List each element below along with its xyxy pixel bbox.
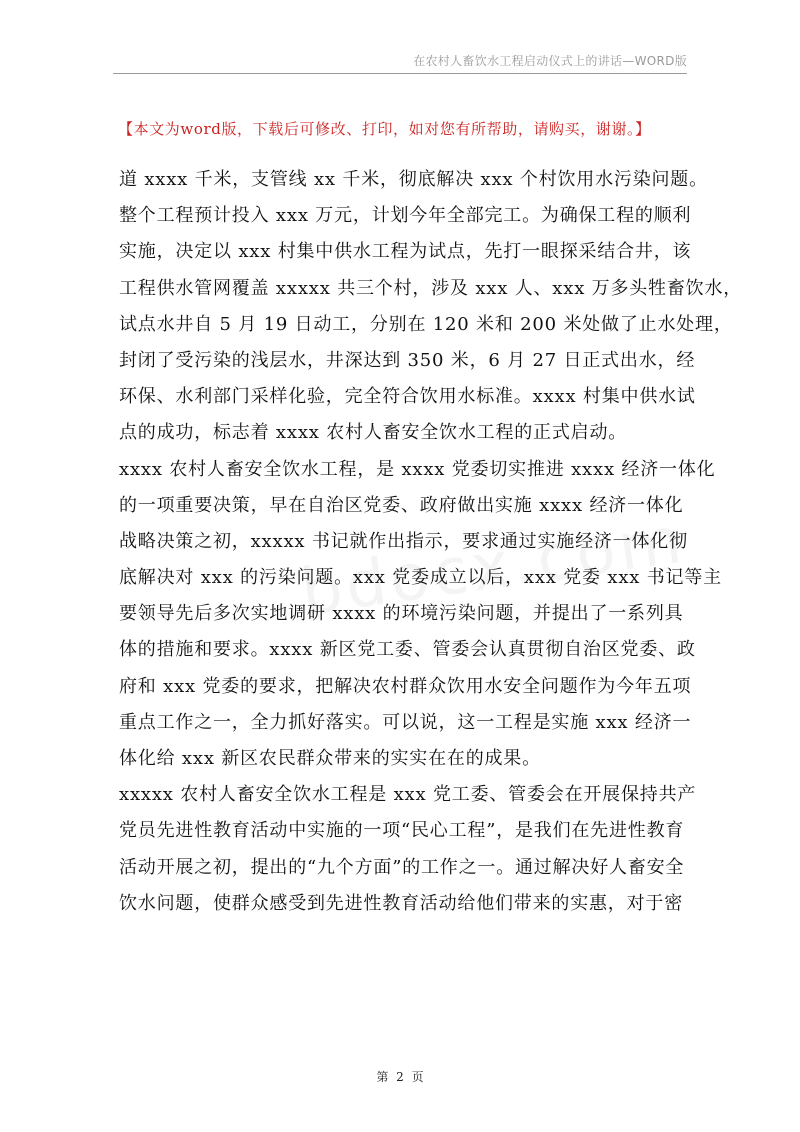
header-divider [113, 73, 687, 74]
body-line: 党员先进性教育活动中实施的一项“民心工程”，是我们在先进性教育 [119, 820, 685, 842]
body-line: 整个工程预计投入 xxx 万元，计划今年全部完工。为确保工程的顺利 [119, 205, 692, 227]
page-number: 2 [396, 1070, 404, 1084]
body-line: 府和 xxx 党委的要求，把解决农村群众饮用水安全问题作为今年五项 [119, 675, 692, 697]
page-footer [0, 1068, 800, 1085]
body-line: 试点水井自 5 月 19 日动工，分别在 120 米和 200 米处做了止水处理， [119, 313, 733, 335]
body-line: 工程供水管网覆盖 xxxxx 共三个村，涉及 xxx 人、xxx 万多头牲畜饮水， [119, 277, 743, 299]
body-line: 实施，决定以 xxx 村集中供水工程为试点，先打一眼探采结合井，该 [119, 241, 692, 263]
body-line: 道 xxxx 千米，支管线 xx 千米，彻底解决 xxx 个村饮用水污染问题。 [119, 169, 708, 190]
body-line: xxxx 农村人畜安全饮水工程，是 xxxx 党委切实推进 xxxx 经济一体化 [119, 458, 716, 480]
body-line: 体的措施和要求。xxxx 新区党工委、管委会认真贯彻自治区党委、政 [119, 639, 696, 661]
download-notice: 【本文为word版，下载后可修改、打印，如对您有所帮助，请购买，谢谢。】 [118, 120, 651, 138]
body-line: 战略决策之初，xxxxx 书记就作出指示，要求通过实施经济一体化彻 [119, 530, 688, 552]
body-line: 的一项重要决策，早在自治区党委、政府做出实施 xxxx 经济一体化 [119, 494, 684, 516]
body-line: 封闭了受污染的浅层水，井深达到 350 米，6 月 27 日正式出水，经 [119, 349, 696, 371]
body-line: 重点工作之一，全力抓好落实。可以说，这一工程是实施 xxx 经济一 [119, 711, 692, 733]
running-header: 在农村人畜饮水工程启动仪式上的讲话—WORD版 [413, 54, 687, 68]
footer-prefix: 第 [376, 1070, 389, 1084]
body-line: 饮水问题，使群众感受到先进性教育活动给他们带来的实惠，对于密 [119, 892, 683, 914]
body-line: 底解决对 xxx 的污染问题。xxx 党委成立以后，xxx 党委 xxx 书记等主 [119, 567, 722, 589]
body-text [119, 162, 743, 922]
body-line: 体化给 xxx 新区农民群众带来的实实在在的成果。 [119, 748, 541, 769]
body-line: xxxxx 农村人畜安全饮水工程是 xxx 党工委、管委会在开展保持共产 [119, 784, 697, 806]
body-line: 要领导先后多次实地调研 xxxx 的环境污染问题，并提出了一系列具 [119, 603, 684, 625]
footer-suffix: 页 [411, 1070, 424, 1084]
body-line: 点的成功，标志着 xxxx 农村人畜安全饮水工程的正式启动。 [119, 422, 628, 444]
body-line: 环保、水利部门采样化验，完全符合饮用水标准。xxxx 村集中供水试 [119, 386, 696, 408]
body-line: 活动开展之初，提出的“九个方面”的工作之一。通过解决好人畜安全 [119, 856, 685, 878]
